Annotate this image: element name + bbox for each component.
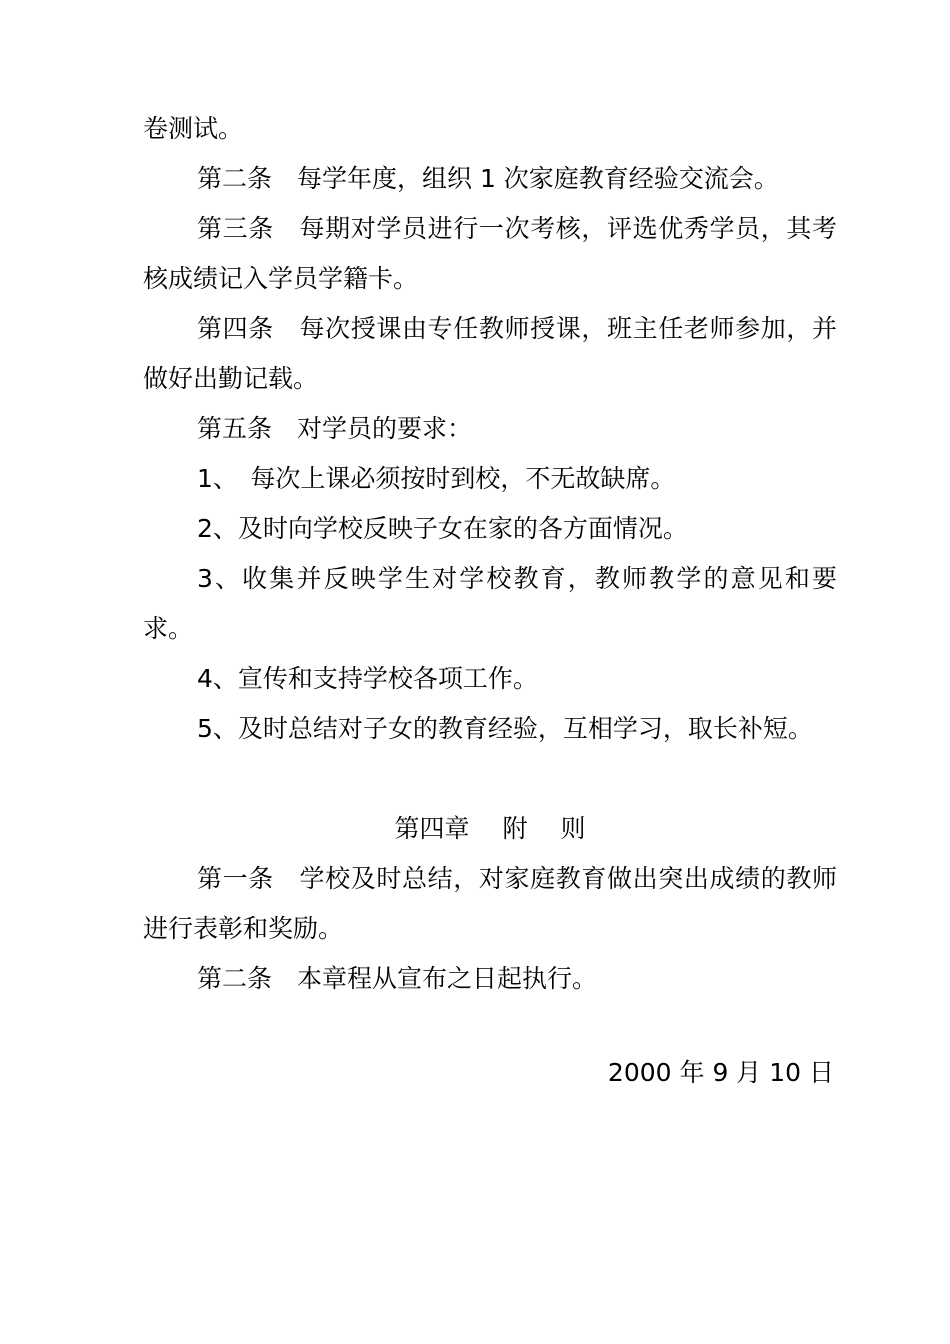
article-5: 第五条 对学员的要求：	[197, 414, 473, 443]
chapter-title: 第四章 附 则	[394, 814, 586, 843]
requirement-4: 4、宣传和支持学校各项工作。	[197, 664, 538, 693]
requirement-2: 2、及时向学校反映子女在家的各方面情况。	[197, 514, 688, 543]
requirement-5: 5、及时总结对子女的教育经验，互相学习，取长补短。	[197, 714, 813, 743]
requirement-1: 1、 每次上课必须按时到校，不无故缺席。	[197, 464, 676, 493]
body-text-section-1	[143, 104, 837, 754]
article-4: 第四条 每次授课由专任教师授课，班主任老师参加，并做好出勤记载。	[143, 314, 837, 393]
paragraph-continuation: 卷测试。	[143, 114, 244, 143]
appendix-article-2: 第二条 本章程从宣布之日起执行。	[197, 964, 598, 993]
appendix-article-1: 第一条 学校及时总结，对家庭教育做出突出成绩的教师进行表彰和奖励。	[143, 864, 837, 943]
requirement-3: 3、收集并反映学生对学校教育，教师教学的意见和要求。	[143, 564, 837, 643]
document-date: 2000 年 9 月 10 日	[607, 1058, 834, 1087]
body-text-section-2	[143, 804, 837, 1004]
article-3: 第三条 每期对学员进行一次考核，评选优秀学员，其考核成绩记入学员学籍卡。	[143, 214, 837, 293]
article-2: 第二条 每学年度，组织 1 次家庭教育经验交流会。	[197, 164, 779, 193]
